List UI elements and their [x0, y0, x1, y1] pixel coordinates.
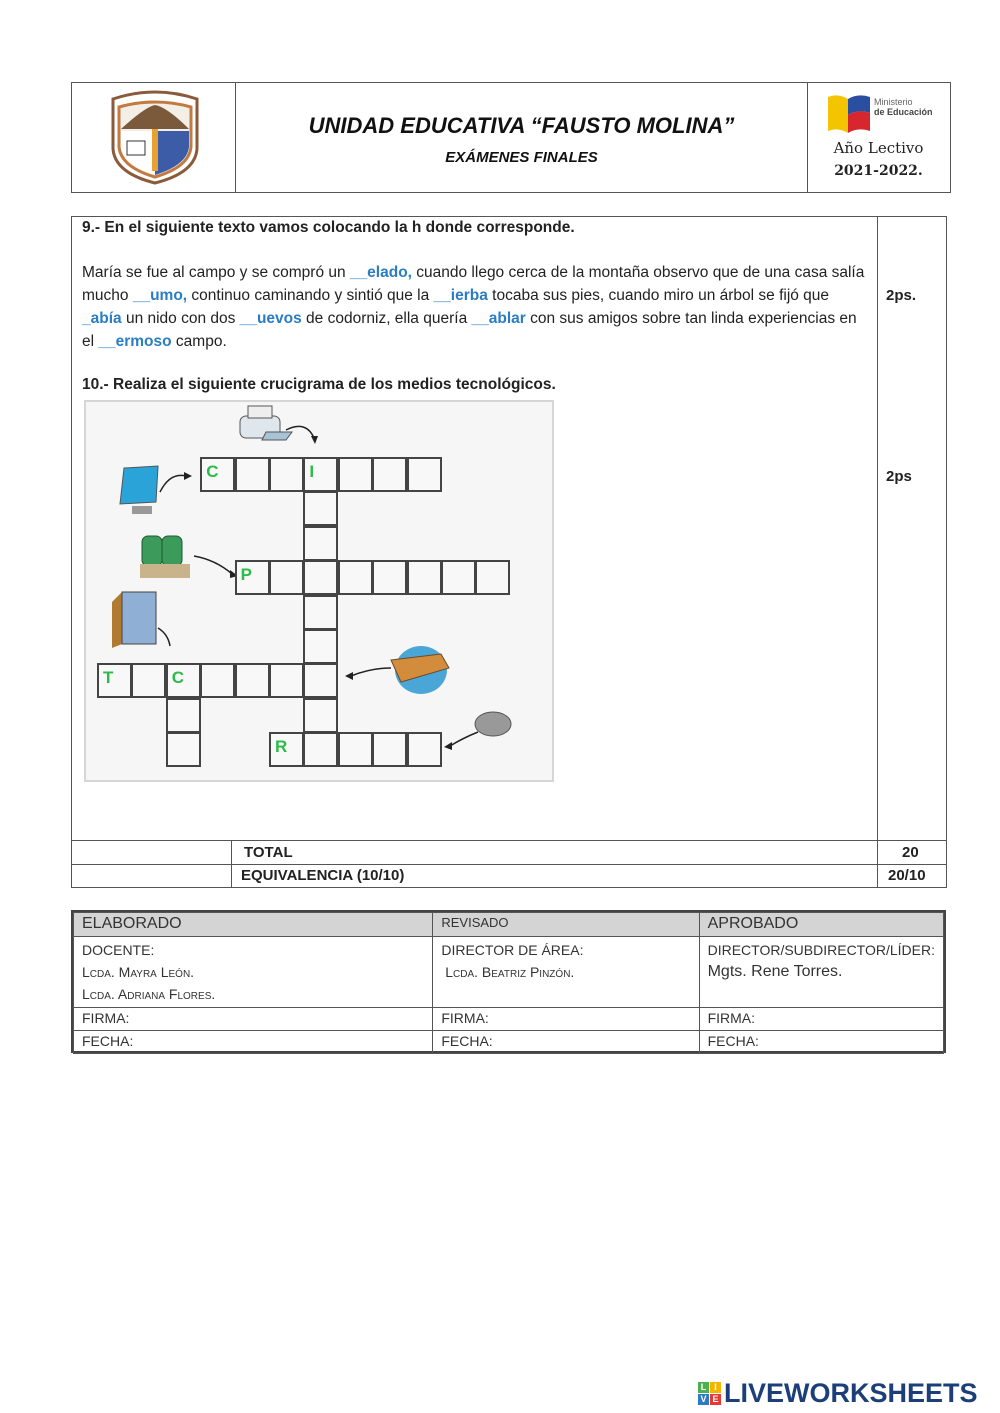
crossword-cell[interactable]	[303, 732, 338, 767]
crossword-cell[interactable]	[131, 663, 166, 698]
crossword-cell[interactable]	[338, 732, 373, 767]
crossword-hint-letter: C	[171, 668, 185, 688]
crossword-cell[interactable]	[372, 732, 407, 767]
header-aprobado: APROBADO	[699, 913, 943, 937]
year-label: Año Lectivo	[833, 139, 924, 157]
crossword-cell[interactable]	[303, 698, 338, 733]
director-name: Lcda. Beatriz Pinzón.	[441, 964, 575, 980]
crossword-cell[interactable]	[303, 491, 338, 526]
docente-role: DOCENTE:	[82, 942, 155, 958]
crossword-cell[interactable]	[269, 560, 304, 595]
crossword-cell[interactable]	[269, 457, 304, 492]
q9-text: tocaba sus pies, cuando miro un árbol se fijó que	[487, 287, 830, 304]
crossword-cell[interactable]	[338, 560, 373, 595]
header-revisado: REVISADO	[433, 913, 699, 937]
brand-text: LIVEWORKSHEETS	[724, 1378, 978, 1408]
firma-field: FIRMA:	[74, 1008, 433, 1031]
crossword-cell[interactable]	[166, 732, 201, 767]
monitor-icon	[108, 462, 203, 522]
crossword-hint-letter: P	[240, 565, 252, 585]
signature-table	[71, 910, 946, 1053]
badge-letter: I	[710, 1382, 721, 1393]
total-value: 20	[902, 844, 919, 861]
blank-habia[interactable]: _abía	[82, 310, 122, 327]
mouse-icon	[438, 702, 528, 762]
points-column-divider	[877, 217, 878, 841]
q9-text: de codorniz, ella quería	[301, 310, 472, 327]
q9-text: campo.	[171, 333, 227, 350]
lider-name: Mgts. Rene Torres.	[707, 963, 843, 980]
header-elaborado: ELABORADO	[74, 913, 433, 937]
elaborado-cell	[74, 937, 433, 1008]
crossword-cell[interactable]	[166, 663, 201, 698]
fecha-field: FECHA:	[699, 1031, 943, 1054]
printer-icon	[236, 402, 326, 450]
crossword-cell[interactable]	[407, 732, 442, 767]
crossword-cell[interactable]	[235, 663, 270, 698]
blank-humo[interactable]: __umo,	[132, 287, 188, 304]
divider	[72, 864, 946, 865]
firma-field: FIRMA:	[699, 1008, 943, 1031]
crossword-cell[interactable]	[166, 698, 201, 733]
blank-hierba[interactable]: __ierba	[433, 287, 488, 304]
crossword-cell[interactable]	[200, 457, 235, 492]
crossword-cell[interactable]	[303, 629, 338, 664]
q9-text: continuo caminando y sintió que la	[187, 287, 434, 304]
school-logo-cell	[72, 83, 236, 192]
exam-questions-box	[71, 216, 947, 888]
equivalence-label: EQUIVALENCIA (10/10)	[241, 867, 405, 884]
q10-points: 2ps	[886, 468, 912, 485]
crossword-hint-letter: C	[206, 462, 219, 481]
aprobado-cell	[699, 937, 943, 1008]
crossword-cell[interactable]	[441, 560, 476, 595]
document-header	[71, 82, 951, 193]
crossword-puzzle	[84, 400, 554, 782]
q9-text: cuando llego cerca de la montaña observo que de una casa salía mucho	[82, 264, 865, 304]
crossword-cell[interactable]	[475, 560, 510, 595]
crossword-cell[interactable]	[235, 560, 270, 595]
crossword-cell[interactable]	[338, 457, 373, 492]
q9-text: un nido con dos	[121, 310, 240, 327]
crossword-cell[interactable]	[372, 457, 407, 492]
badge-letter: E	[710, 1394, 721, 1405]
revisado-cell	[433, 937, 699, 1008]
crossword-cell[interactable]	[407, 457, 442, 492]
live-badge-icon	[698, 1382, 721, 1405]
cpu-tower-icon	[108, 588, 198, 654]
school-crest-icon	[105, 89, 205, 185]
fecha-field: FECHA:	[433, 1031, 699, 1054]
docente-name-2: Lcda. Adriana Flores.	[82, 986, 216, 1002]
director-role: DIRECTOR DE ÁREA:	[441, 942, 584, 958]
crossword-hint-letter: I	[309, 462, 315, 481]
crossword-cell[interactable]	[303, 595, 338, 630]
divider	[231, 841, 232, 887]
divider	[877, 841, 878, 887]
total-label: TOTAL	[244, 844, 293, 861]
blank-helado[interactable]: __elado,	[349, 264, 412, 281]
badge-letter: L	[698, 1382, 709, 1393]
q9-text: con sus amigos sobre tan linda experiencias en el	[82, 310, 857, 350]
equivalence-value: 20/10	[888, 867, 926, 884]
crossword-hint-letter: R	[275, 737, 288, 757]
crossword-hint-letter: T	[103, 668, 114, 688]
speakers-icon	[136, 530, 246, 590]
blank-hermoso[interactable]: __ermoso	[98, 333, 172, 350]
crossword-cell[interactable]	[97, 663, 132, 698]
blank-huevos[interactable]: __uevos	[239, 310, 302, 327]
crossword-cell[interactable]	[407, 560, 442, 595]
crossword-cell[interactable]	[303, 457, 338, 492]
crossword-cell[interactable]	[303, 663, 338, 698]
q9-text: María se fue al campo y se compró un	[82, 264, 350, 281]
crossword-cell[interactable]	[269, 663, 304, 698]
q9-paragraph	[82, 261, 872, 353]
q9-points: 2ps.	[886, 287, 917, 304]
crossword-cell[interactable]	[269, 732, 304, 767]
crossword-cell[interactable]	[200, 663, 235, 698]
ministry-line2: de Educación	[874, 107, 933, 117]
school-name: UNIDAD EDUCATIVA “FAUSTO MOLINA”	[308, 113, 735, 138]
q9-title: 9.- En el siguiente texto vamos colocando la h donde corresponde.	[82, 219, 575, 236]
keyboard-icon	[341, 642, 461, 702]
docente-name-1: Lcda. Mayra León.	[82, 964, 195, 980]
year-value: 2021-2022.	[834, 163, 923, 179]
crossword-cell[interactable]	[303, 526, 338, 561]
blank-hablar[interactable]: __ablar	[471, 310, 526, 327]
liveworksheets-logo	[698, 1378, 978, 1409]
divider	[72, 840, 946, 841]
ministry-line1: Ministerio	[874, 97, 913, 107]
badge-letter: V	[698, 1394, 709, 1405]
ministry-flag-icon	[826, 93, 872, 137]
fecha-field: FECHA:	[74, 1031, 433, 1054]
q10-title: 10.- Realiza el siguiente crucigrama de los medios tecnológicos.	[82, 376, 556, 393]
lider-role: DIRECTOR/SUBDIRECTOR/LÍDER:	[707, 942, 935, 958]
crossword-cell[interactable]	[235, 457, 270, 492]
crossword-cell[interactable]	[372, 560, 407, 595]
firma-field: FIRMA:	[433, 1008, 699, 1031]
crossword-cell[interactable]	[303, 560, 338, 595]
exam-title: EXÁMENES FINALES	[445, 149, 598, 166]
